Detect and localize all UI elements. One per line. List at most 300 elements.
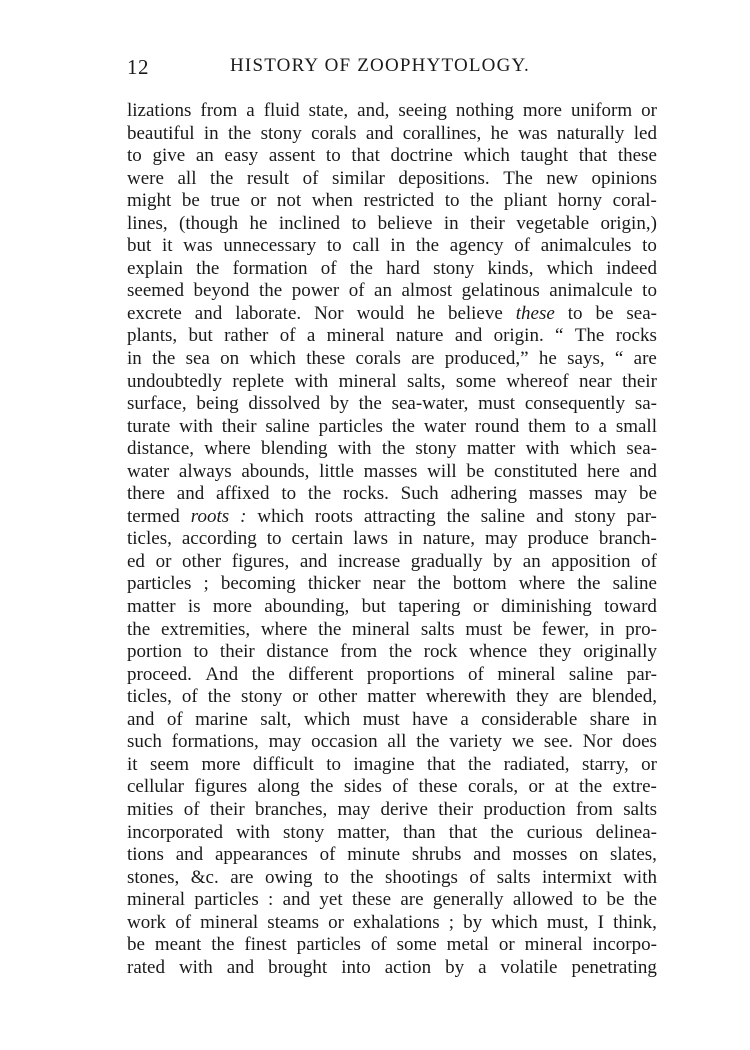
word: The bbox=[503, 167, 533, 189]
word: seeing bbox=[398, 100, 447, 121]
word: a bbox=[246, 100, 255, 121]
word: ticles, bbox=[127, 528, 172, 550]
text-line bbox=[127, 438, 657, 461]
word: which bbox=[491, 911, 538, 933]
word: extre- bbox=[612, 776, 657, 798]
word: their bbox=[470, 212, 505, 234]
word: more bbox=[522, 100, 562, 121]
word: restricted bbox=[363, 190, 435, 212]
word: the bbox=[152, 348, 176, 370]
word: their bbox=[221, 415, 257, 437]
word: and bbox=[365, 122, 394, 144]
word: distance, bbox=[127, 438, 195, 460]
word: the bbox=[310, 776, 334, 798]
word: here bbox=[587, 460, 620, 482]
word: lizations bbox=[127, 100, 192, 121]
word: nature bbox=[396, 325, 444, 347]
word: must bbox=[478, 393, 516, 415]
word: or bbox=[155, 550, 172, 572]
word: unnecessary bbox=[223, 235, 317, 257]
word: animalcules bbox=[540, 235, 632, 257]
word: roots bbox=[314, 505, 353, 527]
word: rather bbox=[224, 325, 269, 347]
text-line bbox=[127, 190, 657, 213]
word: branches, bbox=[254, 798, 328, 820]
word: have bbox=[412, 708, 448, 730]
word: salts, bbox=[407, 370, 446, 392]
word: distance bbox=[266, 641, 329, 663]
word: being bbox=[196, 393, 239, 415]
word: mosses bbox=[512, 844, 568, 866]
word: is bbox=[187, 596, 201, 618]
word: variety bbox=[449, 731, 503, 753]
word: ticles, bbox=[127, 686, 172, 708]
text-line bbox=[127, 235, 657, 258]
word: we bbox=[511, 731, 535, 753]
word: the bbox=[490, 821, 514, 843]
word: that bbox=[448, 821, 478, 843]
word: always bbox=[178, 460, 232, 482]
word: plants, bbox=[127, 325, 178, 347]
word: the bbox=[578, 776, 603, 798]
word: rocks bbox=[615, 325, 657, 347]
word: corals bbox=[311, 122, 357, 144]
text-line bbox=[127, 168, 657, 191]
word: salts bbox=[623, 798, 657, 820]
word: of bbox=[370, 934, 387, 956]
text-line bbox=[127, 641, 657, 664]
text-line bbox=[127, 664, 657, 687]
word: water bbox=[423, 415, 467, 437]
page-number: 12 bbox=[127, 55, 149, 79]
word: led bbox=[633, 122, 657, 144]
word: believe bbox=[377, 212, 433, 234]
word: the bbox=[358, 393, 382, 415]
word: kinds, bbox=[487, 257, 534, 279]
word: shrubs bbox=[411, 844, 462, 866]
word: to bbox=[325, 145, 341, 167]
word: rated bbox=[127, 956, 165, 978]
word: turate bbox=[127, 415, 171, 437]
word: round bbox=[474, 415, 520, 437]
word: ; bbox=[203, 573, 209, 595]
word: result bbox=[246, 167, 290, 189]
word: in bbox=[397, 528, 413, 550]
word: of bbox=[319, 844, 336, 866]
word: horny bbox=[557, 190, 603, 212]
word: particles bbox=[296, 934, 361, 956]
word: extremities, bbox=[160, 618, 251, 640]
word: metal bbox=[446, 934, 489, 956]
word: does bbox=[622, 731, 657, 753]
word: mineral bbox=[200, 911, 259, 933]
word: the bbox=[127, 618, 151, 640]
word: be bbox=[466, 460, 485, 482]
word: the bbox=[207, 686, 231, 708]
word: And bbox=[205, 663, 239, 685]
word: some bbox=[455, 370, 497, 392]
word: of bbox=[183, 798, 200, 820]
text-line bbox=[127, 393, 657, 416]
word: believe bbox=[447, 302, 503, 324]
word: sea- bbox=[626, 438, 657, 460]
word: which bbox=[463, 145, 510, 167]
word: par- bbox=[626, 663, 657, 685]
word: salts bbox=[420, 618, 455, 640]
word: thicker bbox=[307, 573, 361, 595]
word: which bbox=[569, 438, 617, 460]
word: derive bbox=[380, 798, 428, 820]
word: not bbox=[276, 190, 302, 212]
word: think, bbox=[613, 911, 657, 933]
text-line bbox=[127, 325, 657, 348]
word: blended, bbox=[592, 686, 657, 708]
word: to bbox=[326, 235, 342, 257]
word: the bbox=[633, 889, 657, 911]
word: where bbox=[204, 438, 251, 460]
word: consequently bbox=[524, 393, 626, 415]
word: the bbox=[196, 257, 220, 279]
word: curious bbox=[526, 821, 583, 843]
word: the bbox=[228, 122, 252, 144]
word: the bbox=[446, 505, 470, 527]
word: produce bbox=[527, 528, 589, 550]
word: when bbox=[311, 190, 353, 212]
word: particles bbox=[318, 415, 383, 437]
word: nothing bbox=[455, 100, 514, 121]
text-line bbox=[127, 348, 657, 371]
word: mineral bbox=[497, 663, 556, 685]
word: are bbox=[230, 866, 254, 888]
word: that bbox=[351, 145, 380, 167]
word: pliant bbox=[503, 190, 548, 212]
word: be bbox=[595, 302, 614, 324]
word: into bbox=[341, 956, 371, 978]
word: or bbox=[292, 686, 309, 708]
word: or bbox=[250, 190, 267, 212]
word: : bbox=[268, 889, 274, 911]
word: affixed bbox=[216, 483, 270, 505]
word: action bbox=[384, 956, 432, 978]
word: termed bbox=[127, 505, 180, 527]
word: saline bbox=[480, 505, 526, 527]
word: an bbox=[374, 280, 392, 302]
word: but bbox=[188, 325, 213, 347]
word: gelatinous bbox=[461, 280, 540, 302]
word: beyond bbox=[193, 280, 250, 302]
word: were bbox=[127, 167, 164, 189]
word: incorporated bbox=[127, 821, 224, 843]
word: similar bbox=[332, 167, 385, 189]
word: a bbox=[598, 415, 607, 437]
text-line bbox=[127, 889, 657, 912]
word: that bbox=[578, 145, 608, 167]
word: but bbox=[361, 596, 386, 618]
word: different bbox=[288, 663, 354, 685]
word: abounding, bbox=[264, 596, 350, 618]
word: uniform bbox=[570, 100, 633, 121]
word: stony bbox=[433, 257, 475, 279]
word: : bbox=[240, 505, 247, 527]
word: all bbox=[387, 731, 407, 753]
word: and, bbox=[357, 100, 390, 121]
word: more bbox=[201, 753, 241, 775]
word: surface, bbox=[127, 393, 187, 415]
word: matter bbox=[466, 438, 516, 460]
word: to bbox=[323, 866, 339, 888]
word: or bbox=[328, 911, 344, 933]
word: sea bbox=[185, 348, 210, 370]
word: an bbox=[195, 145, 214, 167]
word: vegetable bbox=[516, 212, 590, 234]
word: doctrine bbox=[390, 145, 453, 167]
word: these bbox=[418, 776, 458, 798]
word: apposition bbox=[551, 550, 631, 572]
word: laborate. bbox=[235, 302, 302, 324]
word: the bbox=[349, 257, 373, 279]
word: must bbox=[465, 618, 503, 640]
text-line bbox=[127, 258, 657, 281]
word: was bbox=[183, 235, 213, 257]
word: of bbox=[320, 257, 337, 279]
word: dissolved bbox=[248, 393, 321, 415]
word: the bbox=[258, 280, 283, 302]
word: or bbox=[498, 934, 515, 956]
word: salts bbox=[496, 866, 531, 888]
word: with bbox=[236, 821, 270, 843]
word: and bbox=[127, 708, 155, 730]
running-head: HISTORY OF ZOOPHYTOLOGY. bbox=[230, 55, 530, 76]
word: rock bbox=[423, 641, 458, 663]
word: marine bbox=[195, 708, 248, 730]
word: and bbox=[226, 956, 255, 978]
word: exhalations bbox=[353, 911, 440, 933]
word: and bbox=[629, 460, 657, 482]
text-line bbox=[127, 619, 657, 642]
word: and bbox=[299, 550, 328, 572]
word: slates, bbox=[609, 844, 657, 866]
word: undoubtedly bbox=[127, 370, 222, 392]
word: these bbox=[306, 348, 346, 370]
word: the bbox=[415, 235, 440, 257]
word: figures, bbox=[231, 550, 290, 572]
word: be bbox=[127, 934, 145, 956]
word: branch- bbox=[598, 528, 657, 550]
word: state, bbox=[308, 100, 349, 121]
word: volatile bbox=[500, 956, 558, 978]
word: figures bbox=[194, 776, 248, 798]
text-line bbox=[127, 754, 657, 777]
word: yet bbox=[319, 889, 343, 911]
word: a bbox=[306, 325, 316, 347]
word: on bbox=[220, 348, 240, 370]
word: saline bbox=[265, 415, 310, 437]
word: brought bbox=[268, 956, 328, 978]
word: agency bbox=[449, 235, 504, 257]
word: along bbox=[257, 776, 300, 798]
word: to bbox=[574, 415, 590, 437]
word: stones, bbox=[127, 866, 180, 888]
word: their bbox=[622, 370, 657, 392]
word: which bbox=[249, 348, 296, 370]
word: easy bbox=[224, 145, 259, 167]
word: of bbox=[175, 911, 192, 933]
word: must, bbox=[546, 911, 589, 933]
word: to bbox=[281, 483, 297, 505]
word: to bbox=[127, 145, 142, 167]
word: sides bbox=[343, 776, 382, 798]
word: with bbox=[179, 415, 213, 437]
word: little bbox=[319, 460, 354, 482]
word: all bbox=[177, 167, 197, 189]
word: and bbox=[454, 325, 483, 347]
word: the bbox=[470, 190, 494, 212]
word: assent bbox=[268, 145, 316, 167]
word: of bbox=[279, 325, 296, 347]
word: naturally bbox=[556, 122, 625, 144]
word: certain bbox=[291, 528, 344, 550]
word: these bbox=[515, 302, 555, 324]
word: might bbox=[127, 190, 172, 212]
text-line bbox=[127, 416, 657, 439]
word: matter bbox=[127, 596, 176, 618]
word: corals bbox=[355, 348, 401, 370]
word: saline bbox=[612, 573, 657, 595]
word: steams bbox=[267, 911, 320, 933]
text-line bbox=[127, 551, 657, 574]
word: particles bbox=[127, 573, 192, 595]
word: which bbox=[257, 505, 304, 527]
word: are bbox=[411, 348, 435, 370]
word: stony bbox=[415, 438, 457, 460]
word: to bbox=[642, 280, 657, 302]
word: the bbox=[391, 415, 415, 437]
word: with bbox=[525, 438, 560, 460]
word: attracting bbox=[363, 505, 436, 527]
word: finest bbox=[244, 934, 287, 956]
word: penetrating bbox=[571, 956, 657, 978]
word: may bbox=[337, 798, 371, 820]
word: in bbox=[127, 348, 142, 370]
word: the bbox=[251, 663, 275, 685]
word: beautiful bbox=[127, 122, 195, 144]
word: mineral bbox=[338, 370, 397, 392]
word: the bbox=[467, 753, 492, 775]
word: whereof bbox=[506, 370, 569, 392]
word: lines, bbox=[127, 212, 168, 234]
text-line bbox=[127, 957, 657, 980]
word: starry, bbox=[581, 753, 629, 775]
word: ed bbox=[127, 550, 145, 572]
word: of bbox=[514, 235, 531, 257]
word: laws bbox=[353, 528, 388, 550]
word: and bbox=[473, 844, 501, 866]
word: fewer, bbox=[541, 618, 589, 640]
word: toward bbox=[604, 596, 657, 618]
word: adhering bbox=[450, 483, 517, 505]
word: Nor bbox=[314, 302, 344, 324]
word: share bbox=[589, 708, 630, 730]
word: mineral bbox=[127, 889, 186, 911]
word: depositions. bbox=[398, 167, 490, 189]
word: water bbox=[127, 460, 170, 482]
word: to bbox=[266, 528, 282, 550]
word: indeed bbox=[606, 257, 657, 279]
word: he bbox=[417, 302, 435, 324]
word: and bbox=[536, 505, 564, 527]
word: or bbox=[641, 753, 657, 775]
body-text bbox=[127, 100, 657, 979]
word: stony bbox=[283, 821, 325, 843]
word: incorpo- bbox=[592, 934, 657, 956]
word: it bbox=[127, 753, 138, 775]
word: Nor bbox=[582, 731, 613, 753]
word: the bbox=[381, 438, 406, 460]
word: proportions bbox=[366, 663, 455, 685]
word: gradually bbox=[410, 550, 483, 572]
word: mities bbox=[127, 798, 174, 820]
word: animalcule bbox=[549, 280, 633, 302]
word: becoming bbox=[220, 573, 296, 595]
word: the bbox=[350, 866, 374, 888]
word: they bbox=[516, 686, 549, 708]
page-header bbox=[127, 55, 612, 85]
word: seem bbox=[149, 753, 190, 775]
word: considerable bbox=[481, 708, 578, 730]
word: must bbox=[362, 708, 400, 730]
word: he bbox=[249, 212, 268, 234]
word: seemed bbox=[127, 280, 184, 302]
word: according bbox=[181, 528, 257, 550]
word: stony bbox=[241, 686, 283, 708]
word: the bbox=[577, 573, 601, 595]
word: of bbox=[641, 550, 657, 572]
word: formations, bbox=[171, 731, 259, 753]
word: sa- bbox=[634, 393, 657, 415]
word: the bbox=[307, 483, 332, 505]
word: taught bbox=[520, 145, 569, 167]
text-line bbox=[127, 280, 657, 303]
word: of bbox=[468, 663, 484, 685]
word: increase bbox=[337, 550, 401, 572]
word: near bbox=[579, 370, 612, 392]
text-line bbox=[127, 528, 657, 551]
word: these bbox=[617, 145, 657, 167]
word: would bbox=[356, 302, 405, 324]
text-line bbox=[127, 776, 657, 799]
word: masses bbox=[528, 483, 583, 505]
word: where bbox=[518, 573, 566, 595]
word: they bbox=[538, 641, 572, 663]
word: matter bbox=[367, 686, 416, 708]
word: coral- bbox=[612, 190, 657, 212]
word: origin. bbox=[493, 325, 544, 347]
word: intermixt bbox=[542, 866, 612, 888]
word: where bbox=[260, 618, 308, 640]
text-line bbox=[127, 686, 657, 709]
word: be bbox=[513, 618, 531, 640]
word: production bbox=[483, 798, 566, 820]
word: a bbox=[478, 956, 487, 978]
text-line bbox=[127, 822, 657, 845]
word: mineral bbox=[352, 618, 411, 640]
word: the bbox=[211, 934, 235, 956]
word: in bbox=[443, 212, 459, 234]
word: tapering bbox=[398, 596, 461, 618]
word: inclined bbox=[278, 212, 341, 234]
word: in bbox=[599, 618, 615, 640]
word: in bbox=[203, 122, 219, 144]
